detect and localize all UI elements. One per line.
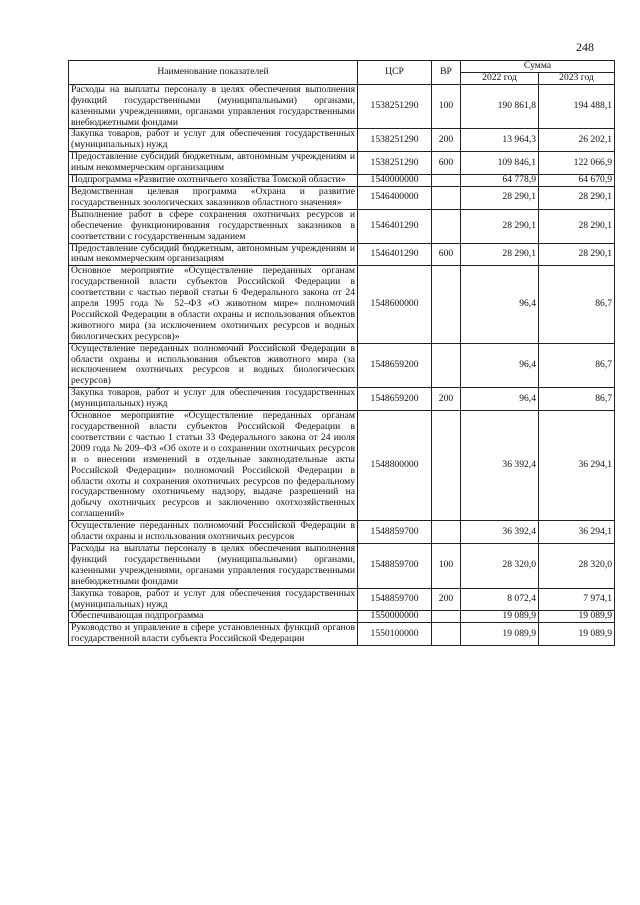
table-body — [69, 84, 615, 645]
row-code: 1540000000 — [358, 175, 432, 187]
row-amount-2023: 28 320,0 — [539, 543, 615, 588]
row-vr: 200 — [432, 129, 461, 152]
row-vr: 600 — [432, 152, 461, 175]
row-name: Закупка товаров, работ и услуг для обеспечения государственных (муниципальных) нужд — [69, 388, 358, 411]
row-code: 1548859700 — [358, 588, 432, 611]
header-code: ЦСР — [358, 61, 432, 85]
table-row — [69, 388, 615, 411]
page-number: 248 — [576, 40, 594, 54]
table-row — [69, 186, 615, 209]
row-name: Обеспечивающая подпрограмма — [69, 611, 358, 623]
row-amount-2023: 64 670,9 — [539, 175, 615, 187]
row-vr: 200 — [432, 588, 461, 611]
row-amount-2023: 28 290,1 — [539, 243, 615, 266]
row-name: Предоставление субсидий бюджетным, автономным учреждениям и иным некоммерческим организациям — [69, 152, 358, 175]
row-amount-2022: 19 089,9 — [461, 611, 539, 623]
row-amount-2022: 28 290,1 — [461, 186, 539, 209]
row-amount-2022: 96,4 — [461, 388, 539, 411]
header-year-2023: 2023 год — [539, 72, 615, 84]
row-name: Расходы на выплаты персоналу в целях обеспечения выполнения функций государственными (муниципальными) органами, казенными учреждениями, органами управления государственными внебюджетными фондами — [69, 543, 358, 588]
row-amount-2022: 28 320,0 — [461, 543, 539, 588]
row-amount-2023: 19 089,9 — [539, 623, 615, 646]
row-amount-2023: 86,7 — [539, 266, 615, 343]
row-amount-2022: 19 089,9 — [461, 623, 539, 646]
table-row — [69, 411, 615, 521]
table-row — [69, 521, 615, 544]
row-amount-2022: 36 392,4 — [461, 411, 539, 521]
row-amount-2022: 64 778,9 — [461, 175, 539, 187]
row-amount-2023: 36 294,1 — [539, 521, 615, 544]
row-amount-2022: 28 290,1 — [461, 243, 539, 266]
row-code: 1548859700 — [358, 521, 432, 544]
row-code: 1538251290 — [358, 152, 432, 175]
row-code: 1548800000 — [358, 411, 432, 521]
table-row — [69, 175, 615, 187]
table-row — [69, 152, 615, 175]
row-amount-2023: 28 290,1 — [539, 186, 615, 209]
table-row — [69, 266, 615, 343]
row-vr — [432, 209, 461, 243]
row-code: 1538251290 — [358, 129, 432, 152]
row-name: Подпрограмма «Развитие охотничьего хозяйства Томской области» — [69, 175, 358, 187]
row-code: 1538251290 — [358, 84, 432, 129]
row-vr — [432, 266, 461, 343]
row-name: Закупка товаров, работ и услуг для обеспечения государственных (муниципальных) нужд — [69, 129, 358, 152]
row-vr — [432, 611, 461, 623]
row-name: Предоставление субсидий бюджетным, автономным учреждениям и иным некоммерческим организациям — [69, 243, 358, 266]
table-row — [69, 129, 615, 152]
table-row — [69, 343, 615, 388]
row-amount-2022: 28 290,1 — [461, 209, 539, 243]
row-code: 1546401290 — [358, 243, 432, 266]
header-vr: ВР — [432, 61, 461, 85]
header-sum: Сумма — [461, 61, 615, 73]
table-row — [69, 611, 615, 623]
row-name: Расходы на выплаты персоналу в целях обеспечения выполнения функций государственными (муниципальными) органами, казенными учреждениями, органами управления государственными внебюджетными фондами — [69, 84, 358, 129]
row-amount-2023: 36 294,1 — [539, 411, 615, 521]
row-name: Основное мероприятие «Осуществление переданных органам государственной власти субъектов Российской Федерации в соответствии с частью 1 статьи 33 Федерального закона от 24 июля 2009 года № 209–ФЗ «Об охоте и о сохранении охотничьих ресурсов и о внесении изменений в отдельные законодательные акты Российской Федерации» полномочий Российской Федерации в области охоты и сохранения охотничьих ресурсов по федеральному государственному охотничьему надзору, выдаче разрешений на добычу охотничьих ресурсов и заключению охотхозяйственных соглашений» — [69, 411, 358, 521]
row-vr — [432, 175, 461, 187]
table-row — [69, 209, 615, 243]
row-code: 1546401290 — [358, 209, 432, 243]
row-amount-2023: 26 202,1 — [539, 129, 615, 152]
row-code: 1550000000 — [358, 611, 432, 623]
row-amount-2023: 86,7 — [539, 343, 615, 388]
row-amount-2022: 96,4 — [461, 343, 539, 388]
row-vr: 200 — [432, 388, 461, 411]
header-name: Наименование показателей — [69, 61, 358, 85]
row-amount-2022: 109 846,1 — [461, 152, 539, 175]
row-vr — [432, 623, 461, 646]
row-vr — [432, 411, 461, 521]
row-name: Закупка товаров, работ и услуг для обеспечения государственных (муниципальных) нужд — [69, 588, 358, 611]
table-row — [69, 84, 615, 129]
row-vr — [432, 521, 461, 544]
row-code: 1548659200 — [358, 388, 432, 411]
row-amount-2023: 122 066,9 — [539, 152, 615, 175]
row-vr — [432, 186, 461, 209]
row-vr: 100 — [432, 543, 461, 588]
row-name: Осуществление переданных полномочий Российской Федерации в области охраны и использования охотничьих ресурсов — [69, 521, 358, 544]
row-amount-2023: 28 290,1 — [539, 209, 615, 243]
row-vr — [432, 343, 461, 388]
table-row — [69, 543, 615, 588]
row-amount-2022: 8 072,4 — [461, 588, 539, 611]
row-name: Выполнение работ в сфере сохранения охотничьих ресурсов и обеспечение функционирования государственных заказников в соответствии с государственным заданием — [69, 209, 358, 243]
row-amount-2022: 36 392,4 — [461, 521, 539, 544]
row-code: 1548859700 — [358, 543, 432, 588]
budget-table — [68, 60, 615, 646]
row-code: 1548600000 — [358, 266, 432, 343]
row-code: 1550100000 — [358, 623, 432, 646]
row-name: Основное мероприятие «Осуществление переданных органам государственной власти субъектов Российской Федерации в соответствии с частью первой статьи 6 Федерального закона от 24 апреля 1995 года № 52–ФЗ «О животном мире» полномочий Российской Федерации в области охраны и использования объектов животного мира (за исключением охотничьих ресурсов и водных биологических ресурсов)» — [69, 266, 358, 343]
row-amount-2022: 190 861,8 — [461, 84, 539, 129]
row-amount-2023: 194 488,1 — [539, 84, 615, 129]
row-name: Руководство и управление в сфере установленных функций органов государственной власти субъекта Российской Федерации — [69, 623, 358, 646]
row-amount-2023: 19 089,9 — [539, 611, 615, 623]
row-code: 1546400000 — [358, 186, 432, 209]
row-vr: 100 — [432, 84, 461, 129]
row-name: Ведомственная целевая программа «Охрана и развитие государственных зоологических заказников областного значения» — [69, 186, 358, 209]
row-vr: 600 — [432, 243, 461, 266]
row-amount-2022: 13 964,3 — [461, 129, 539, 152]
row-amount-2022: 96,4 — [461, 266, 539, 343]
table-row — [69, 588, 615, 611]
row-name: Осуществление переданных полномочий Российской Федерации в области охраны и использования объектов животного мира (за исключением охотничьих ресурсов и водных биологических ресурсов) — [69, 343, 358, 388]
row-amount-2023: 7 974,1 — [539, 588, 615, 611]
header-year-2022: 2022 год — [461, 72, 539, 84]
row-code: 1548659200 — [358, 343, 432, 388]
table-header — [69, 61, 615, 85]
table-row — [69, 623, 615, 646]
table-row — [69, 243, 615, 266]
row-amount-2023: 86,7 — [539, 388, 615, 411]
